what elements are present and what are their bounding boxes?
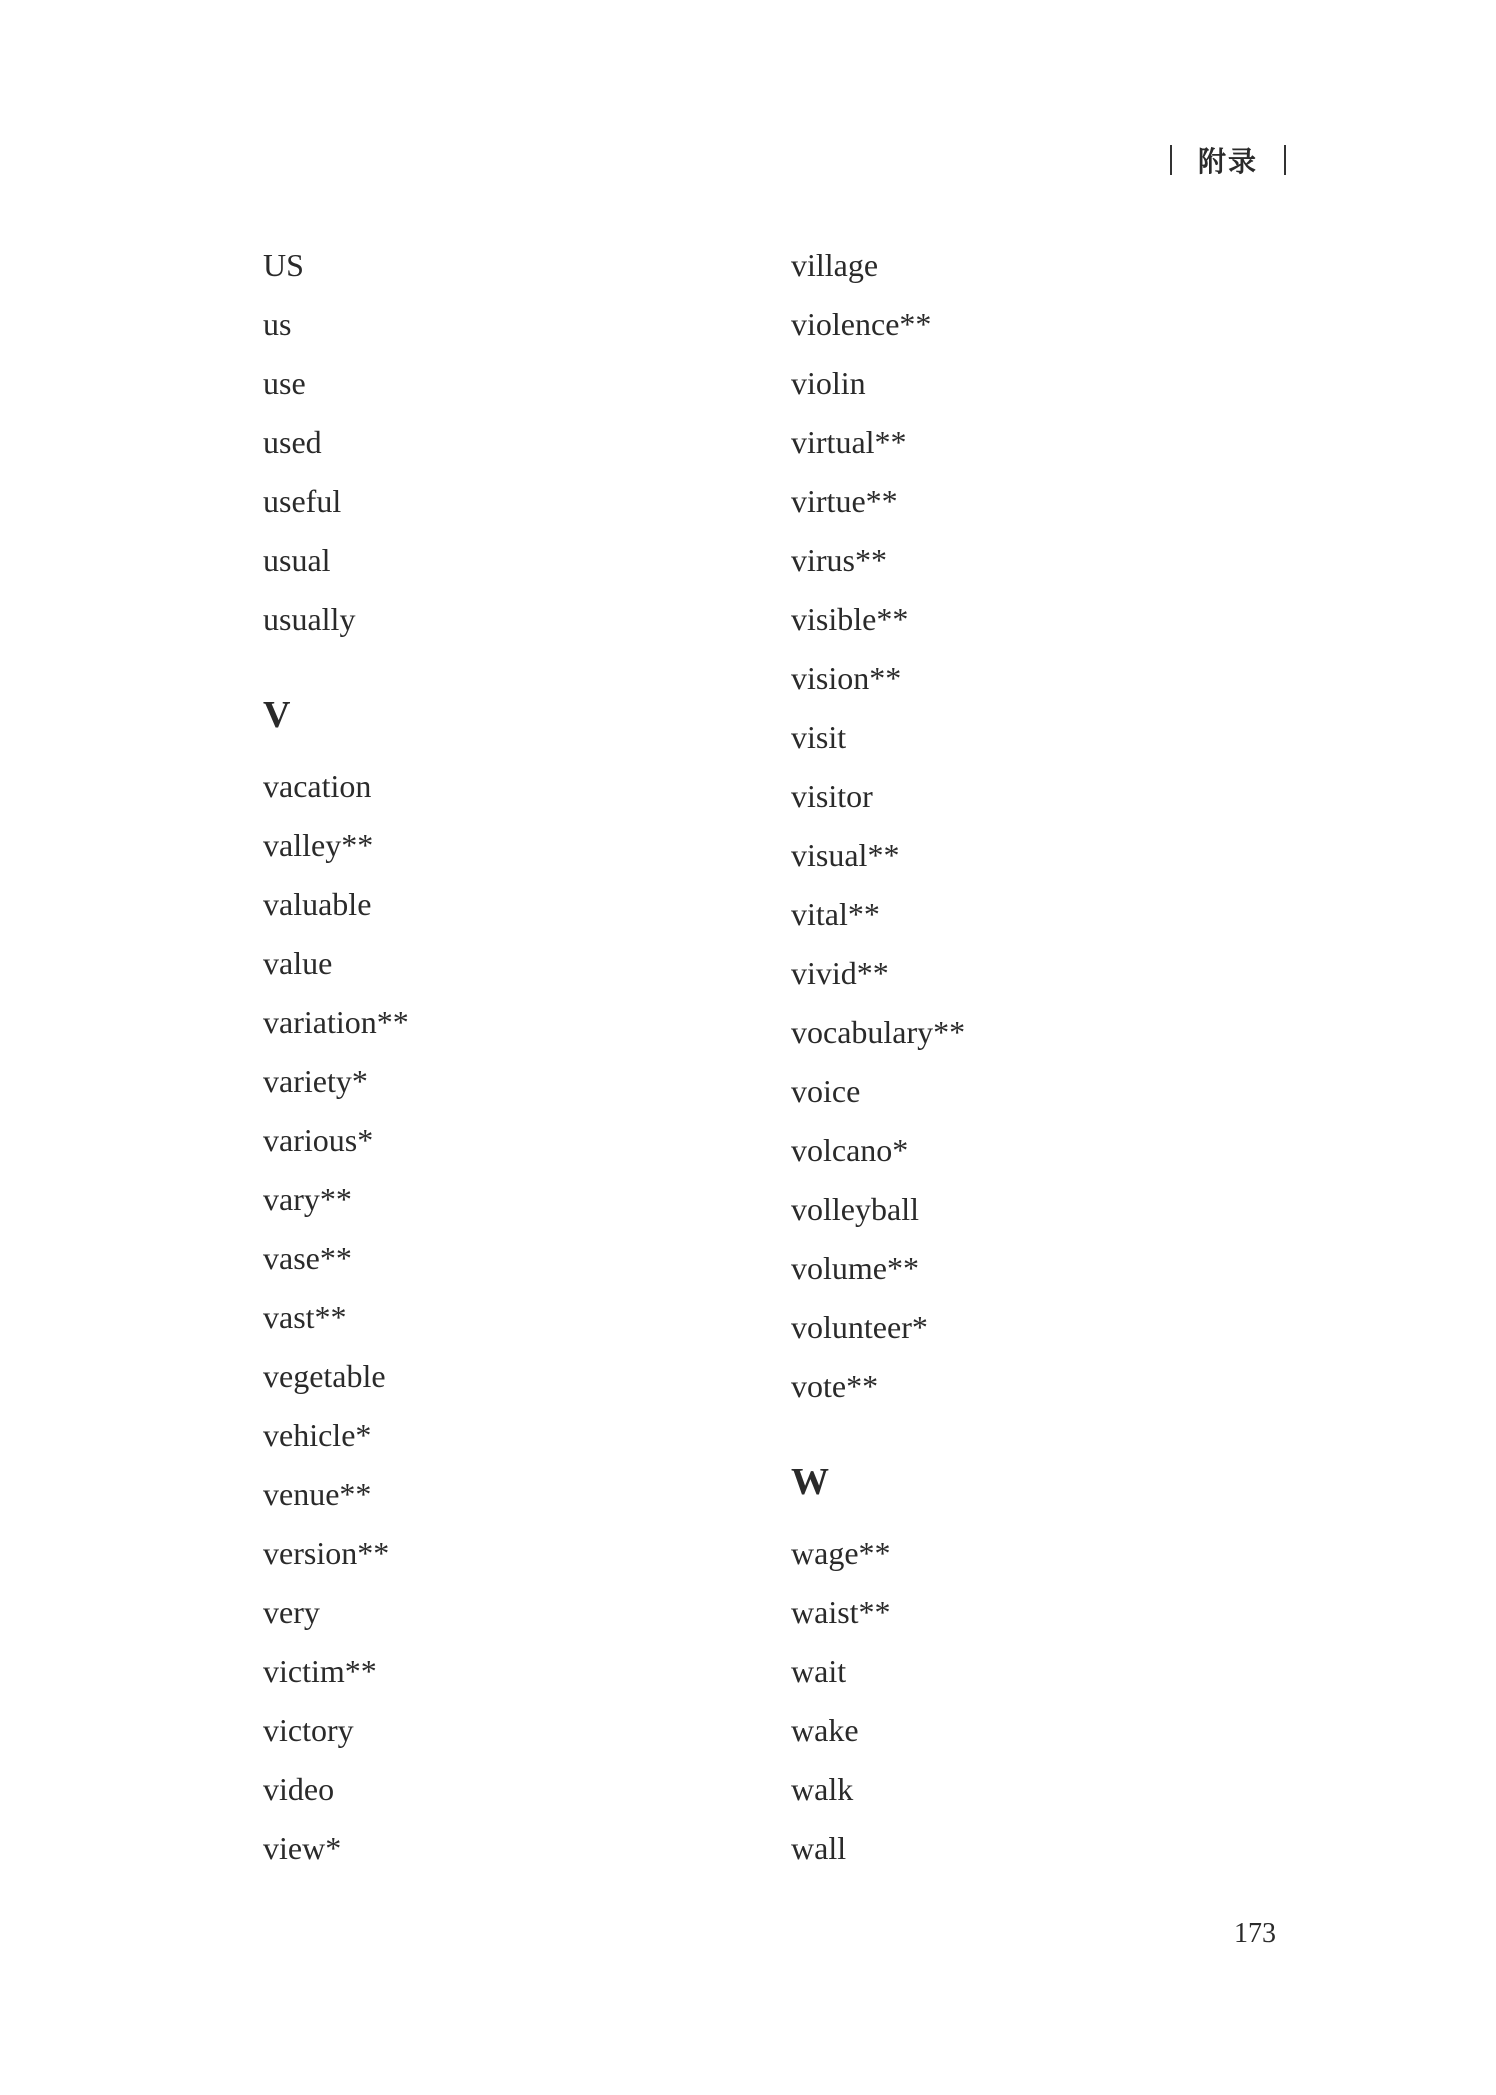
word-entry: village: [791, 247, 879, 283]
page-number: 173: [1234, 1918, 1276, 1949]
word-entry: vocabulary**: [791, 1014, 966, 1050]
word-entry: visual**: [791, 837, 900, 873]
word-entry: usual: [263, 542, 331, 578]
word-entry: voice: [791, 1073, 861, 1109]
word-entry: video: [263, 1771, 335, 1807]
word-entry: virtue**: [791, 483, 898, 519]
word-entry: wage**: [791, 1535, 891, 1571]
word-entry: wake: [791, 1712, 859, 1748]
word-entry: useful: [263, 483, 342, 519]
word-entry: volume**: [791, 1250, 919, 1286]
word-list-v-continued: [791, 241, 1211, 1421]
word-list-v: [263, 762, 683, 1883]
word-list-w: [791, 1529, 1211, 1883]
word-entry: view*: [263, 1830, 342, 1866]
word-entry: victim**: [263, 1653, 377, 1689]
word-entry: vary**: [263, 1181, 352, 1217]
word-entry: variety*: [263, 1063, 368, 1099]
word-entry: volcano*: [791, 1132, 909, 1168]
word-entry: very: [263, 1594, 320, 1630]
word-entry: variation**: [263, 1004, 409, 1040]
word-entry: virtual**: [791, 424, 907, 460]
word-entry: version**: [263, 1535, 390, 1571]
word-entry: waist**: [791, 1594, 891, 1630]
section-title: 附录: [1197, 145, 1258, 178]
header-divider-right: [1284, 145, 1286, 175]
word-entry: vase**: [263, 1240, 352, 1276]
header-divider-left: [1170, 145, 1172, 175]
word-entry: usually: [263, 601, 356, 637]
word-entry: vote**: [791, 1368, 879, 1404]
letter-heading-w: W: [791, 1461, 829, 1503]
letter-heading-v: V: [263, 694, 291, 736]
word-list-u: [263, 241, 683, 654]
word-entry: vivid**: [791, 955, 889, 991]
right-word-column: [791, 241, 1211, 1883]
word-entry: vacation: [263, 768, 372, 804]
word-entry: valley**: [263, 827, 374, 863]
word-entry: walk: [791, 1771, 854, 1807]
word-entry: volunteer*: [791, 1309, 928, 1345]
word-entry: volleyball: [791, 1191, 919, 1227]
word-entry: use: [263, 365, 306, 401]
word-entry: vehicle*: [263, 1417, 372, 1453]
word-entry: visible**: [791, 601, 909, 637]
word-entry: visit: [791, 719, 847, 755]
word-entry: violin: [791, 365, 866, 401]
word-entry: violence**: [791, 306, 932, 342]
word-entry: used: [263, 424, 322, 460]
running-header: [1170, 140, 1286, 180]
left-word-column: [263, 241, 683, 1883]
word-entry: vegetable: [263, 1358, 386, 1394]
word-entry: value: [263, 945, 333, 981]
word-entry: visitor: [791, 778, 873, 814]
word-entry: vision**: [791, 660, 902, 696]
word-entry: virus**: [791, 542, 887, 578]
word-entry: venue**: [263, 1476, 372, 1512]
word-entry: wait: [791, 1653, 847, 1689]
word-entry: vast**: [263, 1299, 347, 1335]
word-entry: vital**: [791, 896, 880, 932]
word-entry: US: [263, 247, 304, 283]
word-entry: victory: [263, 1712, 354, 1748]
word-entry: various*: [263, 1122, 374, 1158]
word-entry: us: [263, 306, 292, 342]
word-entry: valuable: [263, 886, 372, 922]
word-entry: wall: [791, 1830, 847, 1866]
